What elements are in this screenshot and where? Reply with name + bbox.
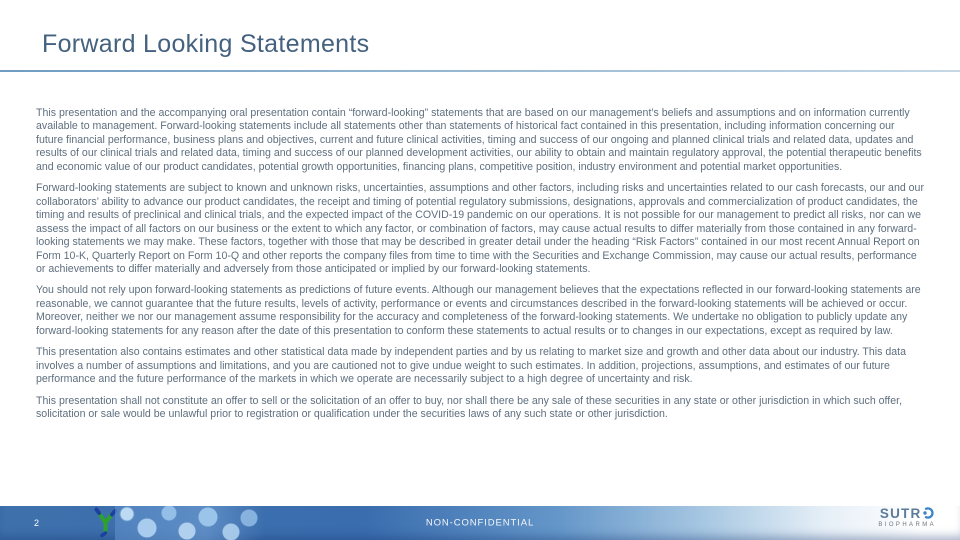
page-number: 2 xyxy=(34,518,40,528)
sutro-biopharma-logo xyxy=(878,507,936,529)
paragraph-no-reliance: You should not rely upon forward-looking statements as predictions of future events. Although our management believes that the expectations reflected in our forward-looking statements are reasonable, we cannot guarantee that the future results, levels of activity, performance or events and circumstances described in the forward-looking statements will be achieved or occur. Moreover, neither we nor our management assume responsibility for the accuracy and completeness of the forward-looking statements. We undertake no obligation to publicly update any forward-looking statements for any reason after the date of this presentation to conform these statements to actual results or to changes in our expectations, except as required by law. xyxy=(36,284,921,337)
logo-subtitle: BIOPHARMA xyxy=(878,522,936,528)
sutro-o-icon xyxy=(922,507,934,519)
title-underline xyxy=(0,70,960,72)
page-title: Forward Looking Statements xyxy=(42,30,370,58)
paragraph-estimates-data: This presentation also contains estimates and other statistical data made by independent parties and by us relating to market size and growth and other data about our industry. This data involves a number of assumptions and limitations, and you are cautioned not to give undue weight to such estimates. In addition, projections, assumptions, and estimates of our future performance and the future performance of the markets in which we operate are necessarily subject to a high degree of uncertainty and risk. xyxy=(36,346,906,386)
paragraph-no-offer: This presentation shall not constitute an offer to sell or the solicitation of an offer to buy, nor shall there be any sale of these securities in any state or other jurisdiction in which such offer, solicitation or sale would be unlawful prior to registration or qualification under the securities laws of any such state or other jurisdiction. xyxy=(36,394,903,421)
paragraph-forward-looking-intro: This presentation and the accompanying oral presentation contain “forward-looking” statements that are based on our management’s beliefs and assumptions and on information currently available to management. Forward-looking statements include all statements other than statements of historical fact contained in this presentation, including information concerning our future financial performance, business plans and objectives, current and future clinical activities, timing and success of our ongoing and planned clinical trials and related data, updates and results of our clinical trials and related data, timing and success of our planned development activities, our ability to obtain and maintain regulatory approval, the potential therapeutic benefits and economic value of our product candidates, potential growth opportunities, financing plans, competitive position, industry environment and potential market opportunities. xyxy=(36,107,922,173)
logo-wordmark: SUTR xyxy=(879,505,922,521)
disclaimer-body xyxy=(36,107,924,430)
paragraph-risks-uncertainties: Forward-looking statements are subject to known and unknown risks, uncertainties, assumptions and other factors, including risks and uncertainties related to our cash forecasts, our and our collaborators’ ability to advance our product candidates, the receipt and timing of potential regulatory submissions, designations, approvals and commercialization of product candidates, the timing and results of preclinical and clinical trials, and the expected impact of the COVID-19 pandemic on our operations. It is not possible for our management to predict all risks, nor can we assess the impact of all factors on our business or the extent to which any factor, or combination of factors, may cause actual results to differ materially from those contained in any forward-looking statements we may make. These factors, together with those that may be described in greater detail under the heading “Risk Factors” contained in our most recent Annual Report on Form 10-K, Quarterly Report on Form 10-Q and other reports the company files from time to time with the Securities and Exchange Commission, may cause our actual results, performance or achievements to differ materially and adversely from those anticipated or implied by our forward-looking statements. xyxy=(36,182,924,275)
cells-texture-image xyxy=(115,506,265,540)
classification-label: NON-CONFIDENTIAL xyxy=(425,517,535,529)
footer-band xyxy=(0,506,960,540)
